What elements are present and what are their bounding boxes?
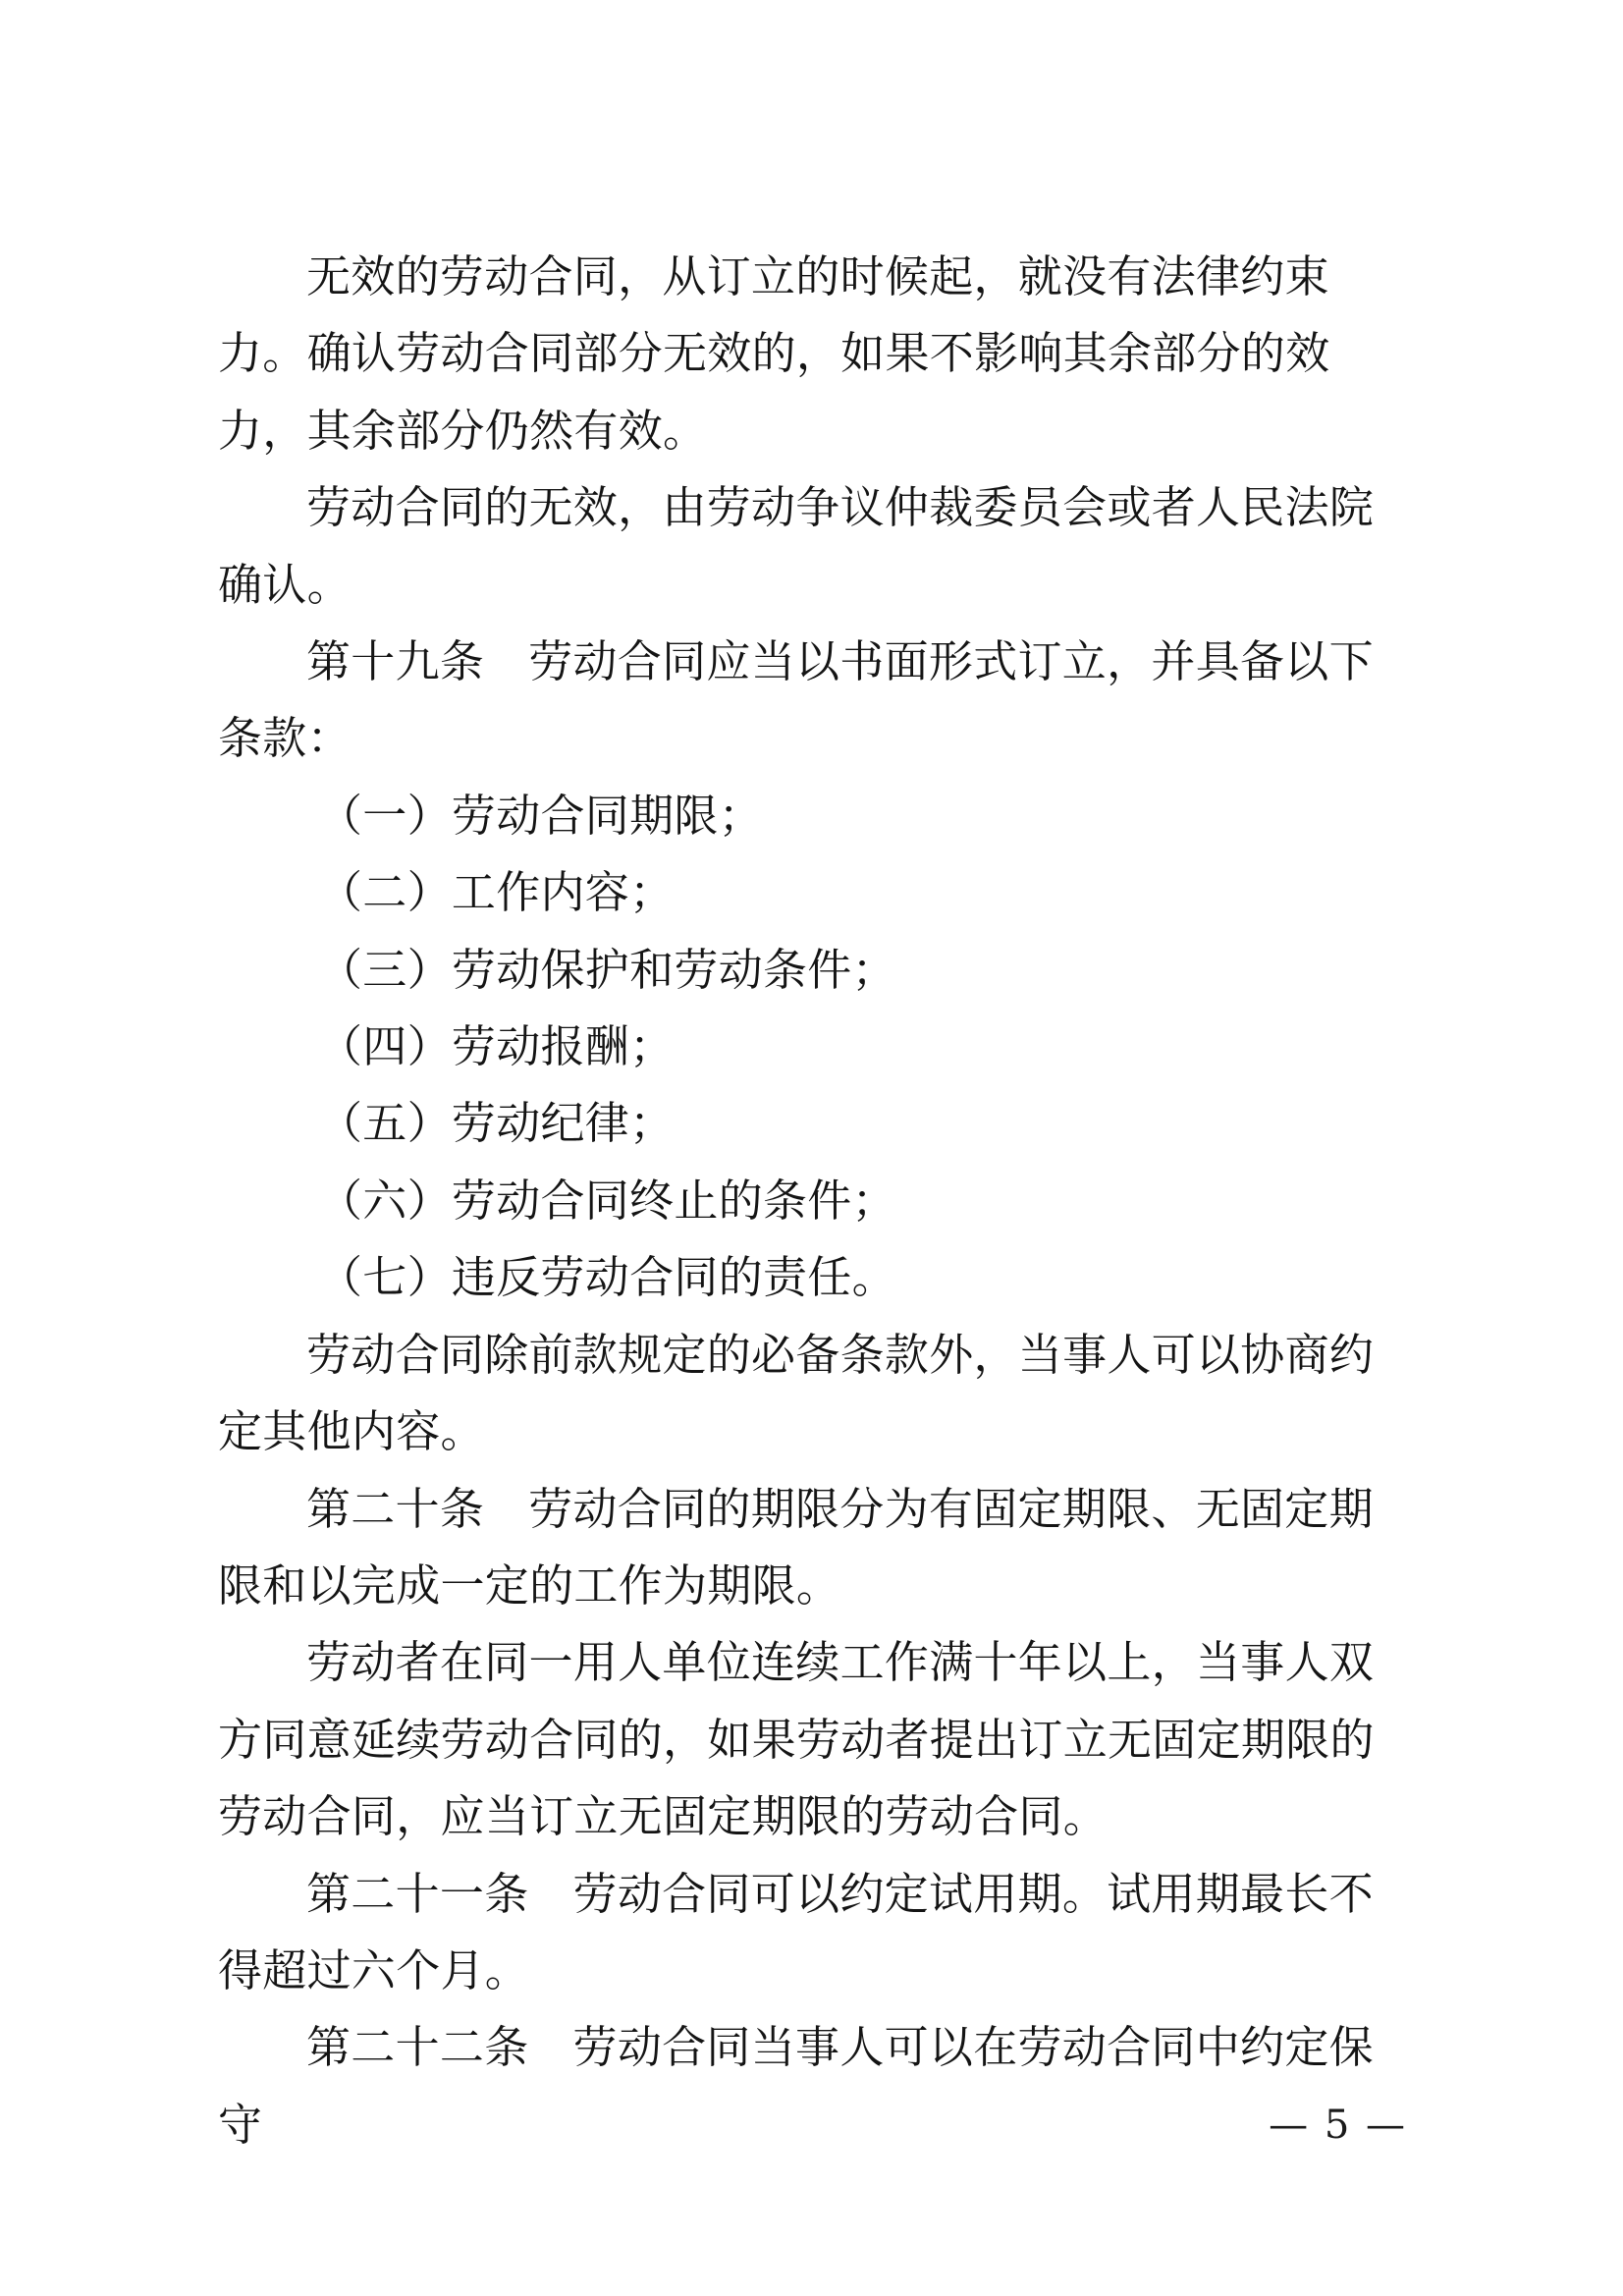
clause-item-7: （七）违反劳动合同的责任。 [318,1251,896,1304]
paragraph-text: 劳动合同当事人可以在劳动合同中约定保守 [218,2021,1374,2151]
paragraph-text: 劳动合同应当以书面形式订立，并具备以下条款： [218,635,1374,765]
paragraph-text: 劳动者在同一用人单位连续工作满十年以上，当事人双方同意延续劳动合同的，如果劳动者提出订立无固定期限的劳动合同，应当订立无固定期限的劳动合同。 [218,1636,1375,1843]
clause-item-5: （五）劳动纪律； [318,1097,675,1150]
page-number: — 5 — [1269,2103,1407,2148]
article-21 [218,1856,1416,2010]
paragraph-text: 劳动合同的期限分为有固定期限、无固定期限和以完成一定的工作为期限。 [218,1482,1374,1612]
paragraph-text: 劳动合同可以约定试用期。试用期最长不得超过六个月。 [218,1867,1374,1996]
paragraph-text: 劳动合同除前款规定的必备条款外，当事人可以协商约定其他内容。 [218,1328,1375,1458]
paragraph-invalid-contract [218,239,1416,469]
document-body [218,239,1416,2163]
article-20 [218,1471,1416,1625]
clause-item-1: （一）劳动合同期限； [318,789,764,842]
paragraph-ten-years [218,1624,1416,1855]
paragraph-other-content [218,1317,1416,1471]
clause-item-2: （二）工作内容； [318,866,675,919]
article-number: 第二十一条 [306,1867,529,1920]
clause-item-3: （三）劳动保护和劳动条件； [318,943,896,996]
clause-item-4: （四）劳动报酬； [318,1020,675,1073]
article-number: 第二十条 [306,1482,485,1535]
clause-item-6: （六）劳动合同终止的条件； [318,1174,896,1227]
article-number: 第二十二条 [306,2021,529,2074]
article-number: 第十九条 [306,635,485,688]
paragraph-text: 无效的劳动合同，从订立的时候起，就没有法律约束力。确认劳动合同部分无效的，如果不影响其余部分的效力，其余部分仍然有效。 [218,250,1330,457]
paragraph-text: 劳动合同的无效，由劳动争议仲裁委员会或者人民法院确认。 [218,481,1375,611]
paragraph-invalid-confirmation [218,469,1416,624]
article-19 [218,624,1416,778]
article-22 [218,2009,1416,2163]
